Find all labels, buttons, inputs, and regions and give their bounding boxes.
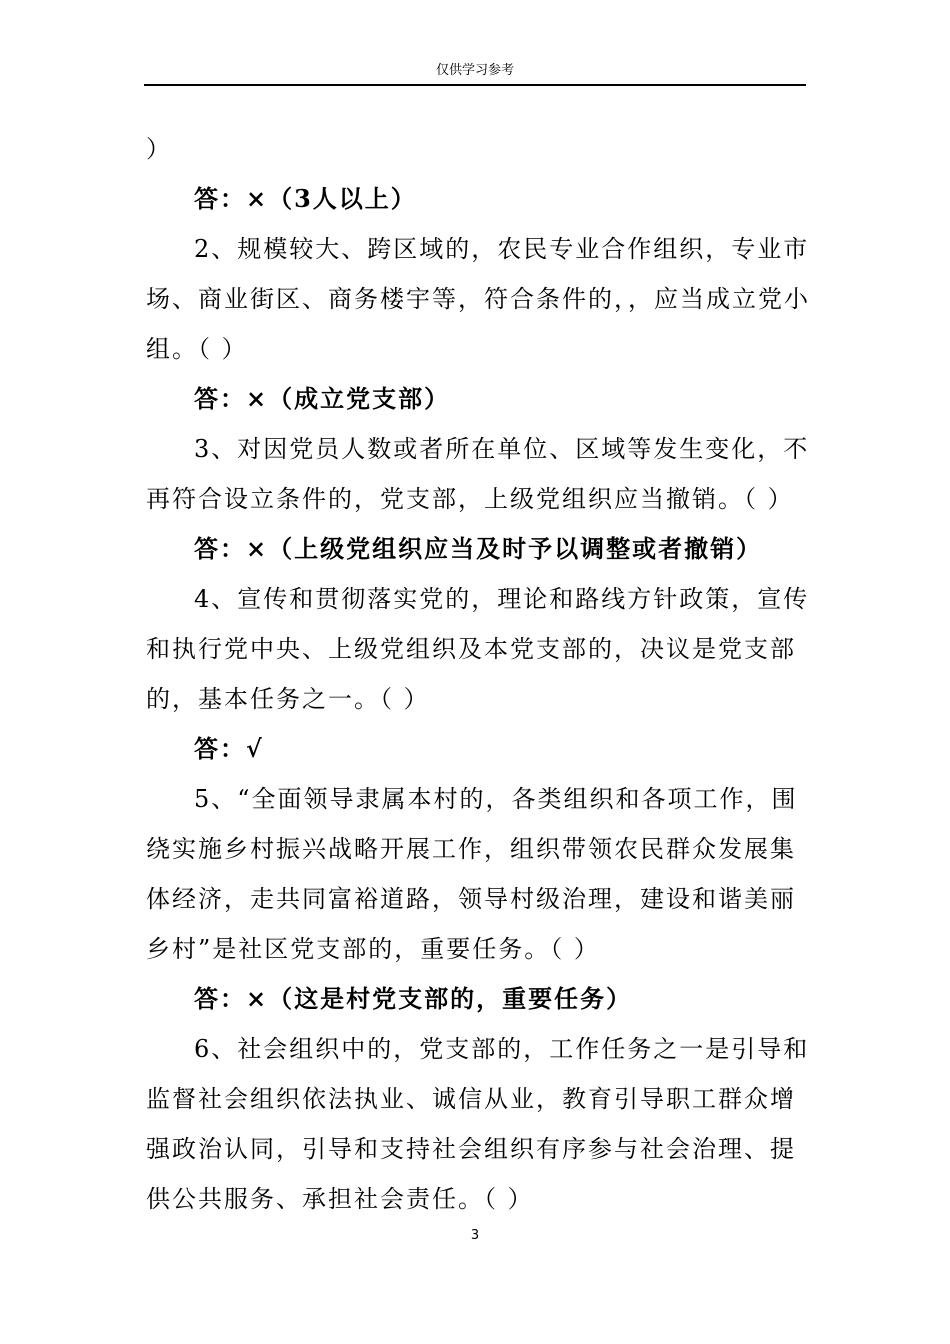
answer-4: 答：√ bbox=[194, 734, 264, 763]
continuation-text: ） bbox=[146, 135, 172, 163]
page-header: 仅供学习参考 bbox=[435, 63, 514, 78]
document-body bbox=[146, 124, 810, 1224]
answer-5: 答：×（这是村党支部的，重要任务） bbox=[194, 984, 633, 1013]
question-6: 6、社会组织中的，党支部的，工作任务之一是引导和监督社会组织依法执业、诚信从业，教育引导职工群众增强政治认同，引导和支持社会组织有序参与社会治理、提供公共服务、承担社会责任。（ ） bbox=[146, 1035, 810, 1213]
answer-2: 答：×（成立党支部） bbox=[194, 384, 451, 413]
answer-1: 答：×（3人以上） bbox=[194, 184, 417, 213]
answer-3: 答：×（上级党组织应当及时予以调整或者撤销） bbox=[194, 534, 763, 563]
question-4: 4、宣传和贯彻落实党的，理论和路线方针政策，宣传和执行党中央、上级党组织及本党支部的，决议是党支部的，基本任务之一。（ ） bbox=[146, 585, 810, 713]
page-number: 3 bbox=[470, 1228, 480, 1243]
header-rule bbox=[144, 84, 806, 86]
question-5: 5、“全面领导隶属本村的，各类组织和各项工作，围绕实施乡村振兴战略开展工作，组织带领农民群众发展集体经济，走共同富裕道路，领导村级治理，建设和谐美丽乡村”是社区党支部的，重要任务。（ ） bbox=[146, 785, 798, 963]
question-2: 2、规模较大、跨区域的，农民专业合作组织，专业市场、商业街区、商务楼宇等，符合条件的，，应当成立党小组。（ ） bbox=[146, 235, 810, 363]
question-3: 3、对因党员人数或者所在单位、区域等发生变化，不再符合设立条件的，党支部，上级党组织应当撤销。（ ） bbox=[146, 435, 810, 513]
